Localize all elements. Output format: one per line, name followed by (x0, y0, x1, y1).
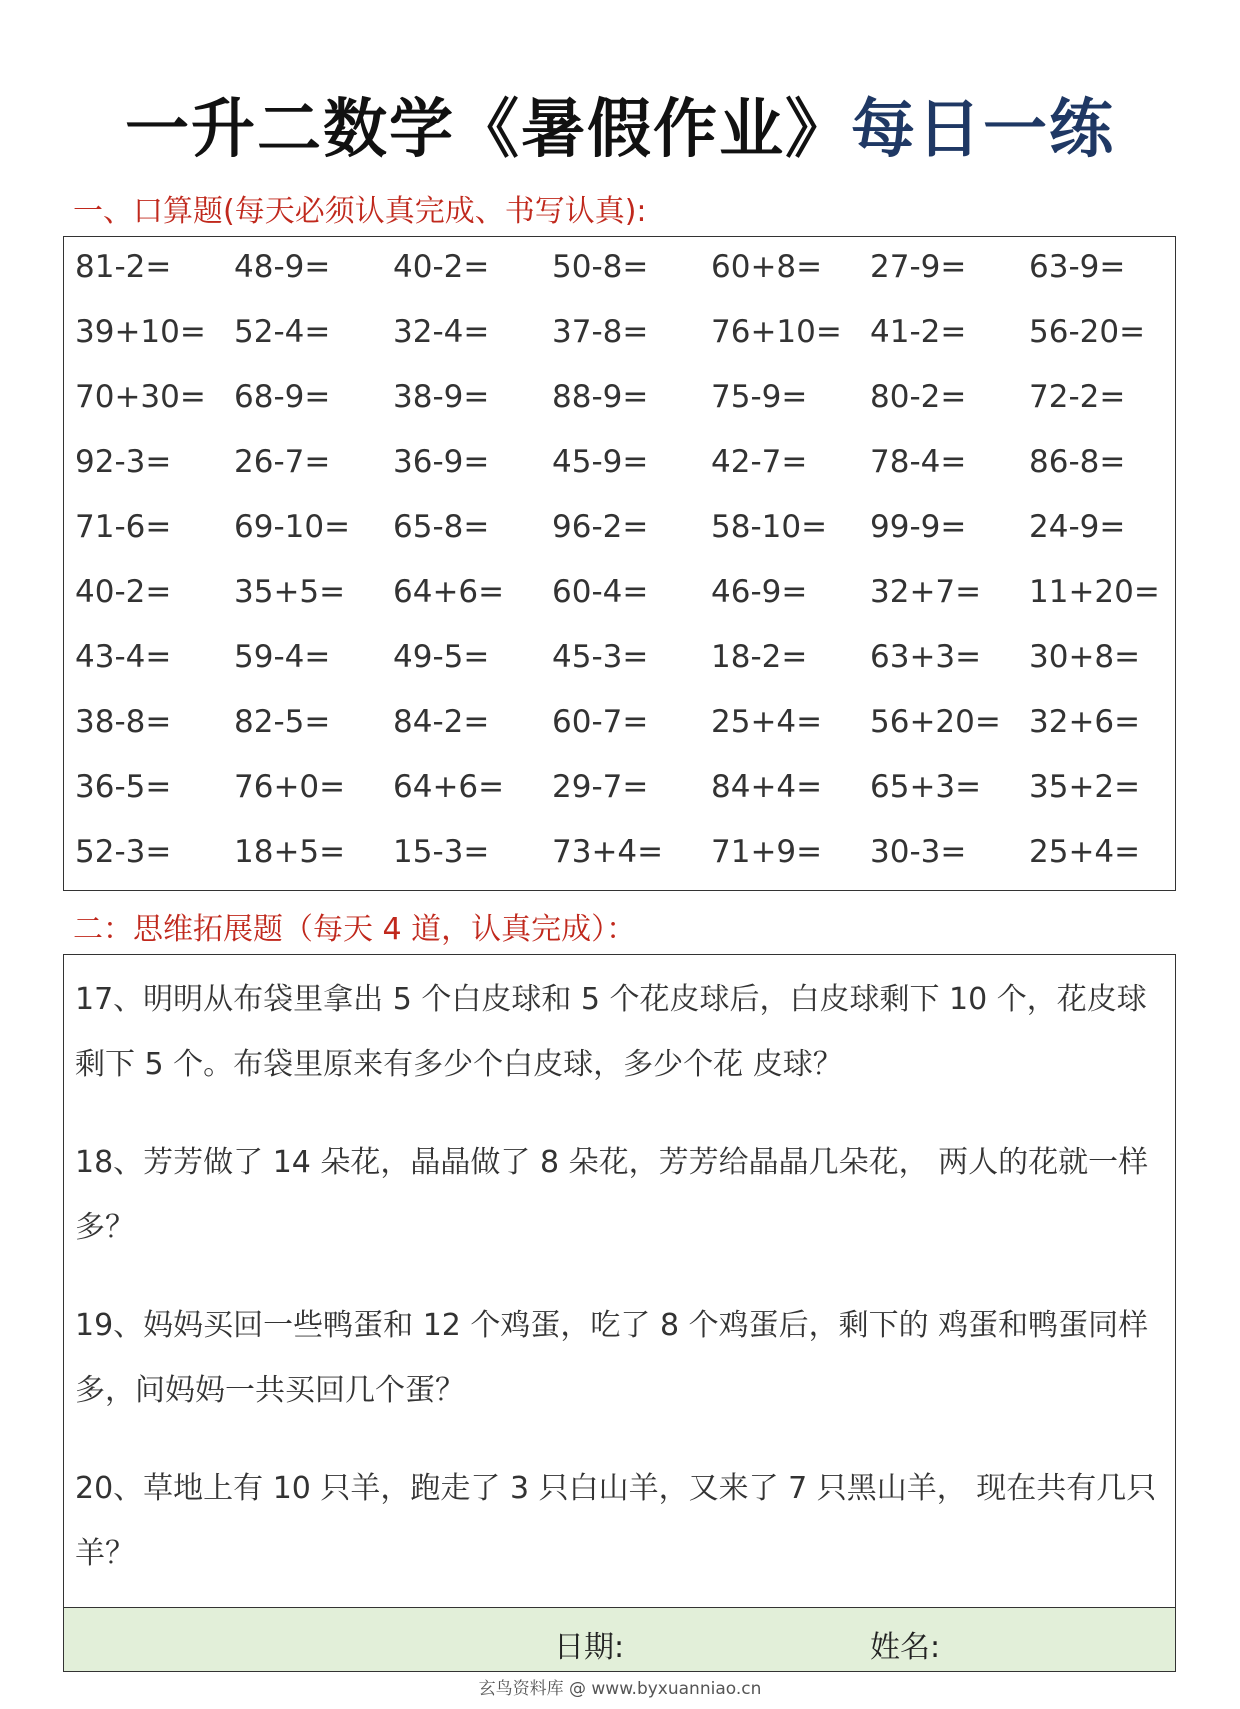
calc-problem: 64+6= (393, 769, 505, 805)
calc-problem: 71+9= (711, 834, 823, 870)
calc-problem: 84-2= (393, 704, 490, 740)
calc-row (64, 444, 1175, 504)
word-problems-box (63, 954, 1176, 1672)
calc-problem: 78-4= (870, 444, 967, 480)
calc-problem: 76+0= (234, 769, 346, 805)
calc-problem: 76+10= (711, 314, 842, 350)
calc-problem: 69-10= (234, 509, 351, 545)
calc-problem: 38-9= (393, 379, 490, 415)
calc-problem: 25+4= (711, 704, 823, 740)
calc-problem: 71-6= (75, 509, 172, 545)
calc-problem: 18+5= (234, 834, 346, 870)
calc-problem: 36-5= (75, 769, 172, 805)
calc-problem: 32+6= (1029, 704, 1141, 740)
calc-problem: 27-9= (870, 249, 967, 285)
calc-problem: 81-2= (75, 249, 172, 285)
calc-problem: 38-8= (75, 704, 172, 740)
calc-row (64, 249, 1175, 309)
calc-problem: 52-3= (75, 834, 172, 870)
calc-problem: 68-9= (234, 379, 331, 415)
calc-problem: 86-8= (1029, 444, 1126, 480)
calc-problem: 32-4= (393, 314, 490, 350)
calc-row (64, 379, 1175, 439)
calc-row (64, 639, 1175, 699)
calc-problem: 26-7= (234, 444, 331, 480)
calc-problem: 45-3= (552, 639, 649, 675)
calc-row (64, 314, 1175, 374)
calc-problem: 25+4= (1029, 834, 1141, 870)
calc-problem: 39+10= (75, 314, 206, 350)
calc-problem: 49-5= (393, 639, 490, 675)
calc-problem: 84+4= (711, 769, 823, 805)
word-problem-19: 19、妈妈买回一些鸭蛋和 12 个鸡蛋，吃了 8 个鸡蛋后，剩下的 鸡蛋和鸭蛋同样多，问妈妈一共买回几个蛋？ (75, 1308, 1149, 1408)
calc-row (64, 704, 1175, 764)
calc-problem: 65-8= (393, 509, 490, 545)
calc-problem: 58-10= (711, 509, 828, 545)
word-problem-17: 17、明明从布袋里拿出 5 个白皮球和 5 个花皮球后，白皮球剩下 10 个，花皮球剩下 5 个。布袋里原来有多少个白皮球，多少个花 皮球？ (75, 982, 1147, 1082)
word-problem-20: 20、草地上有 10 只羊，跑走了 3 只白山羊，又来了 7 只黑山羊， 现在共有几只羊？ (75, 1471, 1157, 1571)
calc-problem: 40-2= (393, 249, 490, 285)
watermark: 玄鸟资料库 @ www.byxuanniao.cn (478, 1679, 762, 1699)
calc-row (64, 509, 1175, 569)
calc-problem: 43-4= (75, 639, 172, 675)
footer-bar (64, 1607, 1175, 1671)
calc-problem: 72-2= (1029, 379, 1126, 415)
calc-row (64, 769, 1175, 829)
calc-problem: 30+8= (1029, 639, 1141, 675)
calc-problem: 40-2= (75, 574, 172, 610)
calc-problem: 60-7= (552, 704, 649, 740)
calc-problem: 59-4= (234, 639, 331, 675)
calc-problem: 82-5= (234, 704, 331, 740)
calc-problem: 37-8= (552, 314, 649, 350)
calc-problem: 35+2= (1029, 769, 1141, 805)
title-accent: 每日一练 (851, 93, 1115, 167)
calc-problem: 96-2= (552, 509, 649, 545)
calc-problem: 18-2= (711, 639, 808, 675)
calc-problem: 70+30= (75, 379, 206, 415)
calc-problem: 60+8= (711, 249, 823, 285)
calc-row (64, 834, 1175, 894)
calc-problem: 65+3= (870, 769, 982, 805)
calc-problem: 88-9= (552, 379, 649, 415)
calc-problem: 48-9= (234, 249, 331, 285)
calc-problem: 64+6= (393, 574, 505, 610)
calc-problem: 75-9= (711, 379, 808, 415)
calc-problem: 63-9= (1029, 249, 1126, 285)
calc-problem: 56+20= (870, 704, 1001, 740)
calc-problem: 92-3= (75, 444, 172, 480)
word-problem-18: 18、芳芳做了 14 朵花，晶晶做了 8 朵花，芳芳给晶晶几朵花， 两人的花就一样多？ (75, 1145, 1149, 1245)
calc-problem: 63+3= (870, 639, 982, 675)
calc-problem: 46-9= (711, 574, 808, 610)
calc-problem: 42-7= (711, 444, 808, 480)
calc-problem: 30-3= (870, 834, 967, 870)
calc-problem: 45-9= (552, 444, 649, 480)
mental-math-box (63, 236, 1176, 891)
calc-problem: 52-4= (234, 314, 331, 350)
calc-row (64, 574, 1175, 634)
calc-problem: 73+4= (552, 834, 664, 870)
page-title (0, 78, 1240, 170)
name-label: 姓名: (870, 1630, 941, 1665)
title-main: 一升二数学《暑假作业》 (125, 93, 851, 167)
section1-heading: 一、口算题(每天必须认真完成、书写认真): (73, 194, 647, 229)
section2-heading: 二：思维拓展题（每天 4 道，认真完成）： (73, 912, 637, 947)
calc-problem: 99-9= (870, 509, 967, 545)
calc-problem: 56-20= (1029, 314, 1146, 350)
calc-problem: 41-2= (870, 314, 967, 350)
calc-problem: 50-8= (552, 249, 649, 285)
calc-problem: 29-7= (552, 769, 649, 805)
calc-problem: 80-2= (870, 379, 967, 415)
calc-problem: 60-4= (552, 574, 649, 610)
calc-problem: 36-9= (393, 444, 490, 480)
calc-problem: 15-3= (393, 834, 490, 870)
calc-problem: 35+5= (234, 574, 346, 610)
calc-problem: 32+7= (870, 574, 982, 610)
calc-problem: 24-9= (1029, 509, 1126, 545)
date-label: 日期: (554, 1630, 625, 1665)
calc-problem: 11+20= (1029, 574, 1160, 610)
